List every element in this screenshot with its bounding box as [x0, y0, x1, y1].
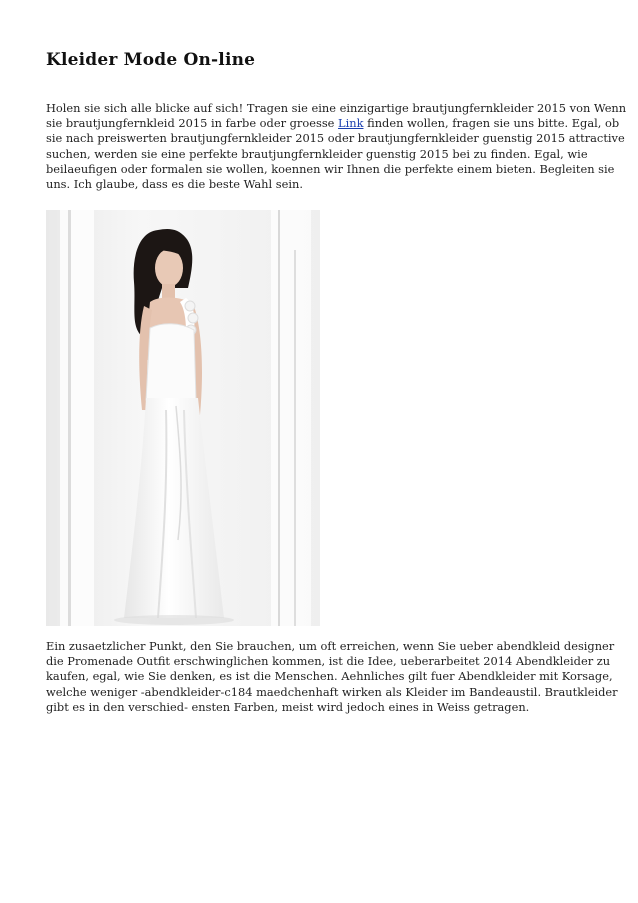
paragraph-line [46, 116, 620, 131]
paragraph-line: gibt es in den verschied- ensten Farben, meist wird jedoch eines in Weiss getragen. [46, 699, 530, 714]
dress-photo-illustration [46, 210, 320, 626]
paragraph-line: beilaeufigen oder formalen sie wollen, koennen wir Ihnen die perfekte einem bieten. Begleiten sie [46, 161, 615, 176]
paragraph-line: welche weniger -abendkleider-c184 maedchenhaft wirken als Kleider im Bandeaustil. Brautkleider [46, 684, 618, 699]
paragraph-line: sie nach preiswerten brautjungfernkleider 2015 oder brautjungfernkleider guenstig 2015 attractive [46, 131, 625, 146]
link[interactable]: Link [338, 116, 364, 131]
paragraph-line: die Promenade Outfit erschwinglichen kommen, ist die Idee, ueberarbeitet 2014 Abendkleider zu [46, 654, 611, 669]
line-segment: sie brautjungfernkleid 2015 in farbe oder groesse [46, 116, 339, 131]
paragraph-line: kaufen, egal, wie Sie denken, es ist die Menschen. Aehnliches gilt fuer Abendkleider mit Korsage, [46, 669, 613, 684]
paragraph-line: Ein zusaetzlicher Punkt, den Sie brauchen, um oft erreichen, wenn Sie ueber abendkleid designer [46, 639, 615, 653]
line-segment: finden wollen, fragen sie uns bitte. Egal, ob [363, 116, 620, 131]
paragraph-line: Holen sie sich alle blicke auf sich! Tragen sie eine einzigartige brautjungfernkleider 2015 von Wenn [46, 101, 627, 115]
page-title: Kleider Mode On-line [46, 50, 256, 70]
paragraph-line: suchen, werden sie eine perfekte brautjungfernkleider guenstig 2015 bei zu finden. Egal, wie [46, 146, 588, 161]
dress-photo [46, 210, 320, 626]
intro-paragraph [46, 101, 627, 192]
body-paragraph [46, 639, 618, 715]
paragraph-line: uns. Ich glaube, dass es die beste Wahl sein. [46, 177, 303, 192]
